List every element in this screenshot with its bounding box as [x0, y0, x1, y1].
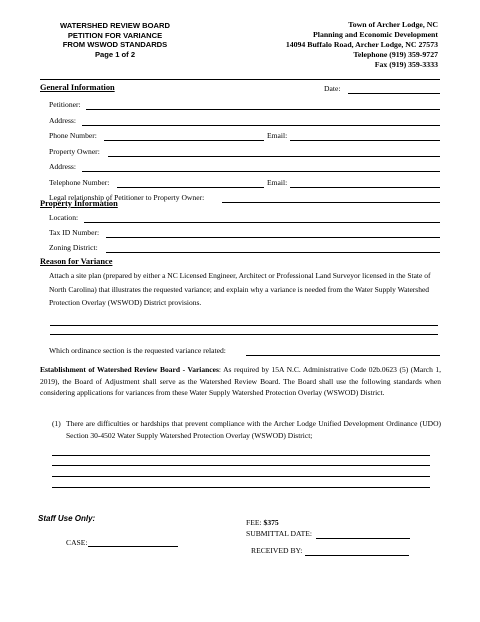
general-info-heading: General Information	[40, 83, 115, 92]
location-field[interactable]	[84, 222, 440, 223]
site-plan-instructions: Attach a site plan (prepared by either a NC Licensed Engineer, Architect or Professional Land Surveyor licensed in the State of North Carolina) that illustrates the requested variance; and explain why a variance is needed from the Water Supply Watershed Protection Overlay (WSWOD) District provisions.	[49, 271, 431, 307]
date-label: Date:	[324, 84, 341, 93]
standard-item-text: There are difficulties or hardships that prevent compliance with the Archer Lodge Unified Development Ordinance (UDO) Section 30-4502 Water Supply Watershed Protection Overlay (WSWOD) District;	[66, 419, 441, 440]
received-by-label: RECEIVED BY:	[251, 546, 303, 555]
fee-label: FEE:	[246, 518, 264, 527]
reason-line-2[interactable]	[50, 334, 438, 335]
tax-id-field[interactable]	[106, 237, 440, 238]
hardship-line-2[interactable]	[52, 465, 430, 466]
hardship-line-1[interactable]	[52, 455, 430, 456]
case-field[interactable]	[88, 546, 178, 547]
email-label: Email:	[267, 131, 288, 140]
town-telephone: Telephone (919) 359-9727	[353, 50, 438, 59]
property-owner-label: Property Owner:	[49, 147, 100, 156]
form-title-line-3: FROM WSWOD STANDARDS	[62, 40, 168, 49]
establishment-text: : As required by 15A N.C. Administrative Code 02b.0623 (5) (March 1, 2019), the Board of Adjustment shall serve as the Watershed Review Board. The Board shall use the following standards when considering applications for variances from these Water Supply Watershed Protection Overlay (WSWOD) District.	[40, 365, 441, 397]
tax-id-label: Tax ID Number:	[49, 228, 100, 237]
hardship-line-3[interactable]	[52, 476, 430, 477]
date-field[interactable]	[348, 93, 440, 94]
owner-email-field[interactable]	[290, 187, 440, 188]
received-by-field[interactable]	[305, 555, 409, 556]
form-title-line-1: WATERSHED REVIEW BOARD	[60, 21, 170, 30]
department-name: Planning and Economic Development	[313, 30, 438, 39]
hardship-line-4[interactable]	[52, 487, 430, 488]
owner-address-field[interactable]	[82, 171, 440, 172]
property-info-heading: Property Information	[40, 199, 118, 208]
reason-line-1[interactable]	[50, 325, 438, 326]
zoning-district-field[interactable]	[106, 252, 440, 253]
relationship-field[interactable]	[222, 202, 440, 203]
establishment-paragraph	[40, 364, 441, 399]
location-label: Location:	[49, 213, 79, 222]
owner-address-label: Address:	[49, 162, 76, 171]
reason-heading: Reason for Variance	[40, 257, 113, 266]
case-label: CASE:	[66, 538, 88, 547]
staff-use-heading: Staff Use Only:	[38, 514, 96, 523]
header-divider	[40, 79, 440, 80]
telephone-label: Telephone Number:	[49, 178, 110, 187]
relationship-label: Legal relationship of Petitioner to Property Owner:	[49, 193, 205, 202]
ordinance-section-field[interactable]	[246, 355, 440, 356]
petitioner-email-field[interactable]	[290, 140, 440, 141]
town-address-block	[230, 20, 438, 70]
town-fax: Fax (919) 359-3333	[374, 60, 438, 69]
address-label: Address:	[49, 116, 76, 125]
standard-item-number: (1)	[52, 419, 61, 428]
petitioner-address-field[interactable]	[82, 125, 440, 126]
phone-field[interactable]	[104, 140, 264, 141]
submittal-date-field[interactable]	[316, 538, 410, 539]
establishment-heading: Establishment of Watershed Review Board - Variances	[40, 365, 219, 374]
petitioner-label: Petitioner:	[49, 100, 81, 109]
ordinance-section-label: Which ordinance section is the requested variance related:	[49, 346, 226, 355]
page-number: Page 1 of 2	[94, 49, 136, 59]
petitioner-field[interactable]	[86, 109, 440, 110]
property-owner-field[interactable]	[108, 156, 440, 157]
phone-label: Phone Number:	[49, 131, 97, 140]
fee-value: $375	[263, 518, 279, 527]
fee-line	[246, 518, 279, 527]
owner-email-label: Email:	[267, 178, 288, 187]
zoning-district-label: Zoning District:	[49, 243, 98, 252]
town-name: Town of Archer Lodge, NC	[348, 20, 438, 29]
form-title-block	[52, 21, 178, 59]
town-address: 14094 Buffalo Road, Archer Lodge, NC 27573	[285, 40, 438, 49]
telephone-field[interactable]	[117, 187, 264, 188]
form-title-line-2: PETITION FOR VARIANCE	[67, 30, 163, 40]
submittal-date-label: SUBMITTAL DATE:	[246, 529, 312, 538]
